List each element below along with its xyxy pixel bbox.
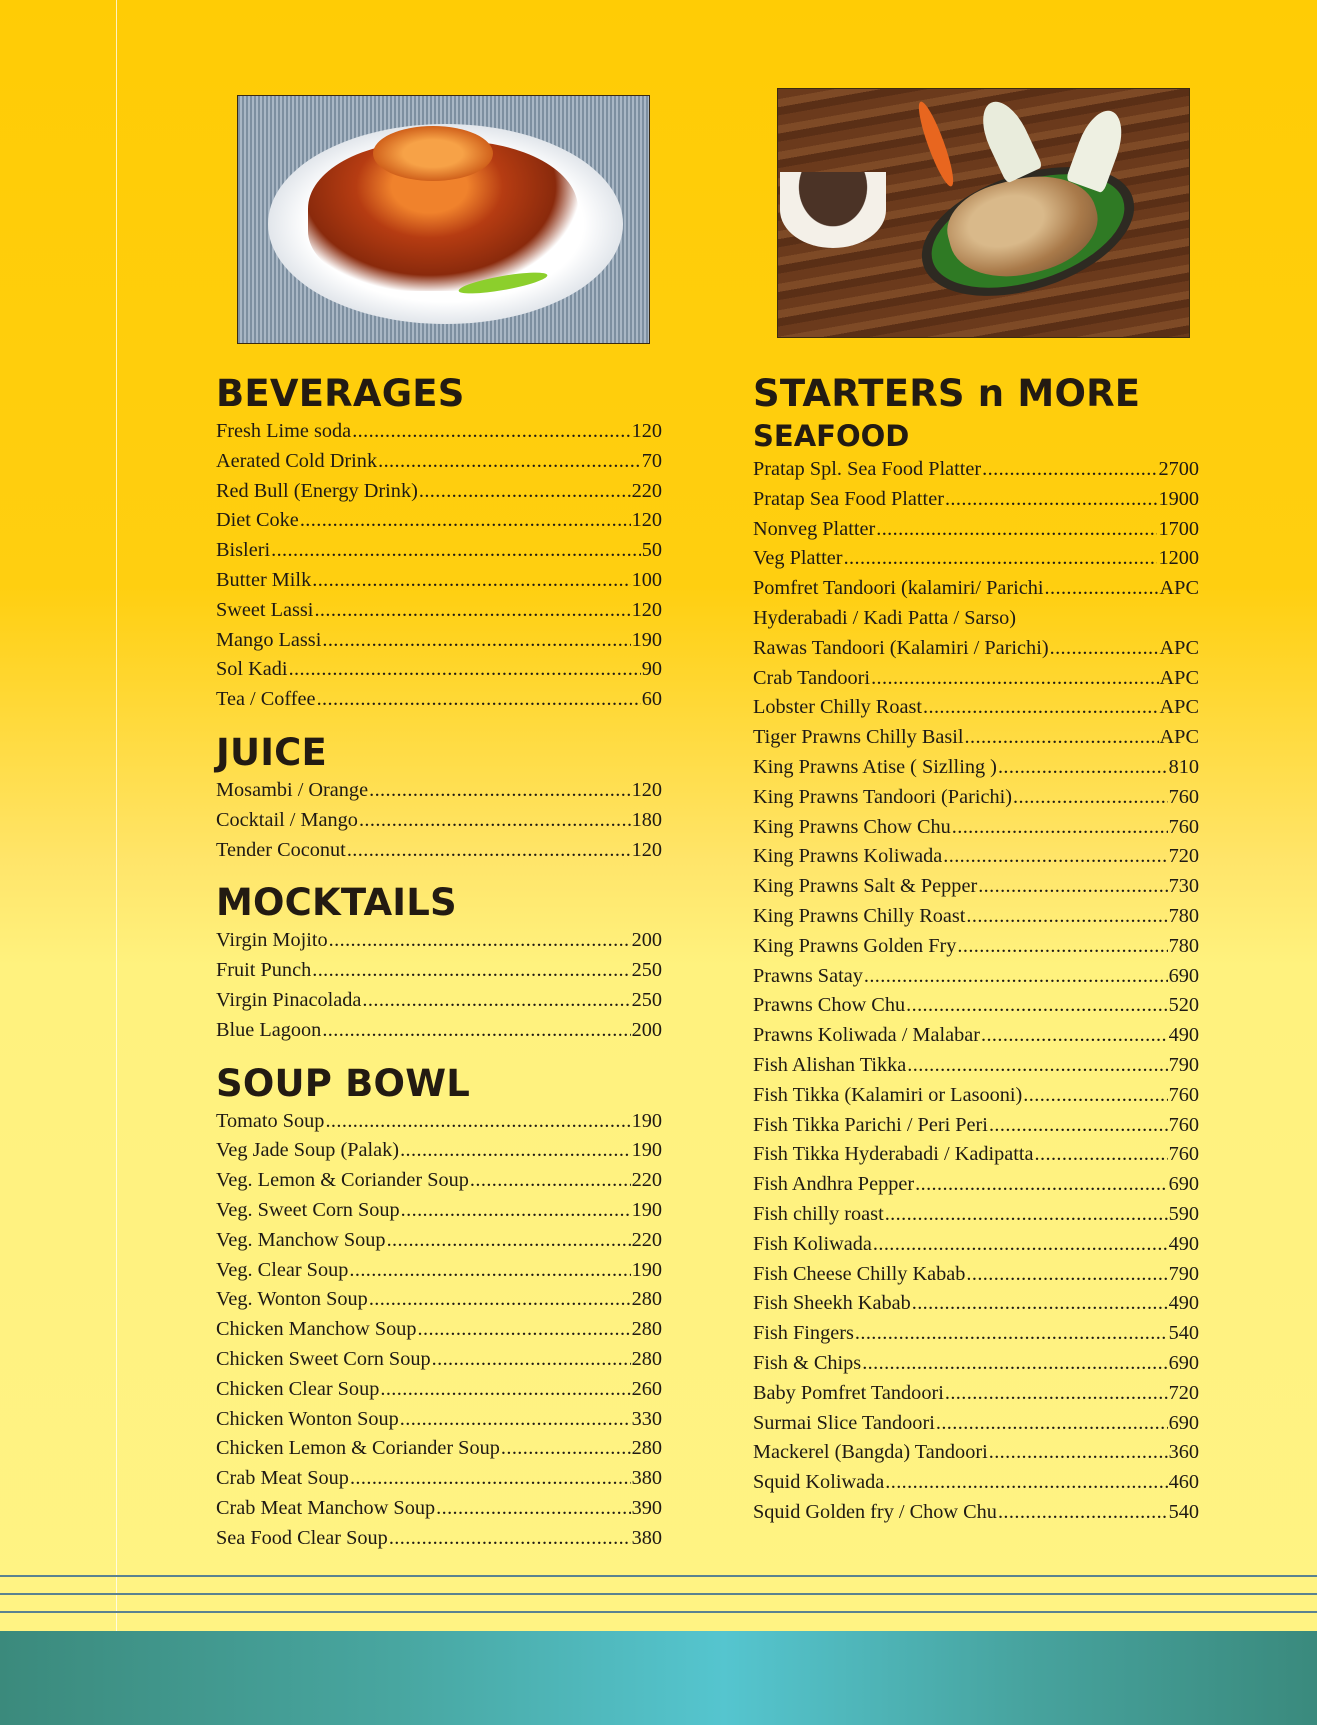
menu-item xyxy=(216,1285,662,1315)
menu-item xyxy=(216,417,662,447)
dot-leader xyxy=(322,626,630,656)
menu-item-name: Prawns Chow Chu xyxy=(753,994,906,1017)
menu-item-name: Veg. Lemon & Coriander Soup xyxy=(216,1169,469,1192)
menu-item xyxy=(753,1140,1199,1170)
dot-leader xyxy=(387,1226,631,1256)
menu-item xyxy=(753,932,1199,962)
menu-item-price: 1700 xyxy=(1158,517,1199,540)
menu-item-price: 280 xyxy=(631,1347,662,1370)
dot-leader xyxy=(957,932,1167,962)
menu-item xyxy=(216,1107,662,1137)
dot-leader xyxy=(400,1405,631,1435)
dot-leader xyxy=(362,986,630,1016)
menu-item xyxy=(216,1494,662,1524)
menu-item-name: Sol Kadi xyxy=(216,658,288,681)
menu-item-name: Fresh Lime soda xyxy=(216,420,352,442)
menu-item-price: 200 xyxy=(631,929,662,952)
menu-item-name: Chicken Manchow Soup xyxy=(216,1318,417,1341)
dot-leader xyxy=(432,1345,631,1375)
menu-item-price: APC xyxy=(1159,577,1199,600)
menu-item xyxy=(753,515,1199,545)
menu-item-name: Rawas Tandoori (Kalamiri / Parichi) xyxy=(753,636,1049,659)
menu-item-name: King Prawns Golden Fry xyxy=(753,934,957,957)
menu-item xyxy=(216,776,662,806)
menu-item-name: Pratap Sea Food Platter xyxy=(753,487,944,510)
menu-item-name: Butter Milk xyxy=(216,568,312,591)
dot-leader xyxy=(978,872,1167,902)
menu-item-price: 1900 xyxy=(1158,487,1199,510)
menu-item-price: 690 xyxy=(1168,1173,1199,1196)
dot-leader xyxy=(966,1260,1167,1290)
menu-item-name: Chicken Sweet Corn Soup xyxy=(216,1347,431,1370)
menu-item-name: Prawns Satay xyxy=(753,964,863,987)
menu-item xyxy=(216,596,662,626)
menu-item-name: Sweet Lassi xyxy=(216,598,314,621)
menu-item-price: 540 xyxy=(1168,1322,1199,1345)
menu-item-price: 120 xyxy=(631,509,662,532)
menu-item-price: APC xyxy=(1159,636,1199,659)
menu-item xyxy=(753,1468,1199,1498)
dot-leader xyxy=(923,693,1159,723)
soup-heading: SOUP BOWL xyxy=(216,1061,470,1105)
menu-item-name: Veg Jade Soup (Palak) xyxy=(216,1139,400,1162)
dot-leader xyxy=(419,477,631,507)
menu-item-name: Virgin Mojito xyxy=(216,929,328,952)
menu-item xyxy=(216,655,662,685)
menu-item-name: Squid Koliwada xyxy=(753,1471,885,1494)
dot-leader xyxy=(352,417,630,447)
menu-item-price: 200 xyxy=(631,1018,662,1041)
menu-item-price: 120 xyxy=(631,778,662,801)
menu-item xyxy=(753,664,1199,694)
menu-item-name: Fish Tikka (Kalamiri or Lasooni) xyxy=(753,1083,1023,1106)
menu-item xyxy=(753,693,1199,723)
menu-item-name: Mango Lassi xyxy=(216,628,322,651)
dot-leader xyxy=(380,1375,630,1405)
menu-item xyxy=(753,1438,1199,1468)
menu-item-price: 190 xyxy=(631,1198,662,1221)
menu-item-name: Mackerel (Bangda) Tandoori xyxy=(753,1441,988,1464)
menu-item xyxy=(216,447,662,477)
crab-dish-photo xyxy=(237,95,650,344)
dot-leader xyxy=(966,902,1167,932)
dot-leader xyxy=(378,447,641,477)
dot-leader xyxy=(982,455,1157,485)
menu-item-price: 280 xyxy=(631,1318,662,1341)
menu-item xyxy=(753,574,1199,604)
menu-item-price: 70 xyxy=(641,449,662,472)
menu-item xyxy=(216,1196,662,1226)
dot-leader xyxy=(965,723,1159,753)
dot-leader xyxy=(873,1230,1168,1260)
menu-item-name: Fish Cheese Chilly Kabab xyxy=(753,1262,966,1285)
menu-item xyxy=(753,1289,1199,1319)
menu-item-price: 720 xyxy=(1168,1381,1199,1404)
menu-item-price: 490 xyxy=(1168,1292,1199,1315)
menu-item xyxy=(216,1464,662,1494)
menu-item-price: 590 xyxy=(1168,1202,1199,1225)
dot-leader xyxy=(864,962,1168,992)
dot-leader xyxy=(1045,574,1159,604)
dot-leader xyxy=(844,544,1158,574)
menu-item-price: 760 xyxy=(1168,1083,1199,1106)
divider-stripe xyxy=(0,1611,1317,1613)
menu-item-price: 380 xyxy=(631,1526,662,1549)
menu-item-name: Blue Lagoon xyxy=(216,1018,322,1041)
menu-item xyxy=(216,1136,662,1166)
menu-item-name: Fish chilly roast xyxy=(753,1202,884,1225)
menu-item-price: 760 xyxy=(1168,1113,1199,1136)
menu-item-name: Fish Fingers xyxy=(753,1322,854,1345)
dot-leader xyxy=(389,1524,631,1554)
dot-leader xyxy=(855,1319,1168,1349)
menu-item xyxy=(216,956,662,986)
menu-item-price: 490 xyxy=(1168,1024,1199,1047)
menu-item-name: Diet Coke xyxy=(216,509,299,532)
menu-item-price: 540 xyxy=(1168,1500,1199,1523)
divider-stripe xyxy=(0,1593,1317,1595)
menu-item-name: Chicken Clear Soup xyxy=(216,1377,380,1400)
menu-item-name: Baby Pomfret Tandoori xyxy=(753,1381,944,1404)
menu-item xyxy=(216,536,662,566)
menu-item xyxy=(753,753,1199,783)
menu-item xyxy=(216,1315,662,1345)
menu-item-price: 180 xyxy=(631,808,662,831)
menu-item-price: 190 xyxy=(631,1109,662,1132)
menu-item-name: King Prawns Chow Chu xyxy=(753,815,951,838)
dot-leader xyxy=(401,1196,631,1226)
menu-item-price: 690 xyxy=(1168,1411,1199,1434)
menu-item xyxy=(753,1379,1199,1409)
menu-item xyxy=(753,1349,1199,1379)
dot-leader xyxy=(871,664,1158,694)
dot-leader xyxy=(470,1166,631,1196)
menu-item-name: Fish Andhra Pepper xyxy=(753,1173,915,1196)
menu-item-name: King Prawns Chilly Roast xyxy=(753,904,966,927)
menu-item xyxy=(216,1375,662,1405)
dot-leader xyxy=(885,1468,1167,1498)
dot-leader xyxy=(289,655,641,685)
dot-leader xyxy=(936,1409,1168,1439)
menu-item-price: 50 xyxy=(641,539,662,562)
menu-item xyxy=(753,872,1199,902)
seafood-subheading: SEAFOOD xyxy=(753,419,910,453)
menu-item xyxy=(216,1524,662,1554)
menu-item-price: 220 xyxy=(631,1228,662,1251)
dot-leader xyxy=(329,926,631,956)
menu-item-name: Tomato Soup xyxy=(216,1109,325,1132)
menu-item-name: Tea / Coffee xyxy=(216,688,316,711)
dot-leader xyxy=(312,566,630,596)
juice-list xyxy=(216,776,662,865)
dot-leader xyxy=(906,991,1167,1021)
dot-leader xyxy=(989,1111,1168,1141)
dot-leader xyxy=(300,506,631,536)
footer-band xyxy=(0,1631,1317,1725)
menu-item xyxy=(753,1021,1199,1051)
menu-item xyxy=(753,1170,1199,1200)
menu-item-price: 690 xyxy=(1168,1351,1199,1374)
dot-leader xyxy=(912,1289,1168,1319)
dot-leader xyxy=(322,1016,630,1046)
page-guide-line xyxy=(116,0,117,1725)
menu-item-name: Crab Meat Soup xyxy=(216,1467,349,1490)
menu-item xyxy=(753,723,1199,753)
menu-item xyxy=(753,1230,1199,1260)
menu-item-name: Fish & Chips xyxy=(753,1351,862,1374)
menu-item-name: King Prawns Atise ( Sizlling ) xyxy=(753,755,997,778)
menu-item xyxy=(216,926,662,956)
dot-leader xyxy=(350,1464,631,1494)
menu-item-price: 260 xyxy=(631,1377,662,1400)
dot-leader xyxy=(943,842,1167,872)
menu-item-price: APC xyxy=(1159,726,1199,749)
menu-item-name: Veg. Clear Soup xyxy=(216,1258,349,1281)
menu-item xyxy=(216,1434,662,1464)
menu-item-price: 520 xyxy=(1168,994,1199,1017)
menu-item-price: 380 xyxy=(631,1467,662,1490)
mocktails-heading: MOCKTAILS xyxy=(216,881,457,925)
dot-leader xyxy=(369,776,630,806)
menu-item xyxy=(753,962,1199,992)
menu-item-name: Lobster Chilly Roast xyxy=(753,696,923,719)
menu-item-price: 90 xyxy=(641,658,662,681)
dot-leader xyxy=(349,1256,630,1286)
menu-item-price: 280 xyxy=(631,1437,662,1460)
menu-item xyxy=(753,1051,1199,1081)
beverages-list xyxy=(216,417,662,715)
menu-item xyxy=(753,1111,1199,1141)
dot-leader xyxy=(1023,1081,1167,1111)
dot-leader xyxy=(1035,1140,1168,1170)
soup-list xyxy=(216,1107,662,1554)
pepper-bowl xyxy=(780,172,886,248)
dot-leader xyxy=(945,1379,1168,1409)
menu-item-price: 250 xyxy=(631,988,662,1011)
menu-item-name: King Prawns Salt & Pepper xyxy=(753,875,978,898)
menu-item-name: Sea Food Clear Soup xyxy=(216,1526,388,1549)
menu-item xyxy=(753,634,1199,664)
menu-item-price: 60 xyxy=(641,688,662,711)
carrot-garnish xyxy=(913,99,959,189)
menu-item-name: Veg. Sweet Corn Soup xyxy=(216,1198,400,1221)
menu-item-price: 190 xyxy=(631,1258,662,1281)
menu-item xyxy=(753,1409,1199,1439)
menu-item-price: 120 xyxy=(631,598,662,621)
dot-leader xyxy=(400,1136,631,1166)
dot-leader xyxy=(989,1438,1168,1468)
menu-item-price: APC xyxy=(1159,666,1199,689)
menu-item-price: 190 xyxy=(631,1139,662,1162)
dot-leader xyxy=(271,536,641,566)
menu-item xyxy=(753,783,1199,813)
menu-item-price: 330 xyxy=(631,1407,662,1430)
menu-item-name: Fish Koliwada xyxy=(753,1232,872,1255)
menu-item xyxy=(216,685,662,715)
menu-item-price: 360 xyxy=(1168,1441,1199,1464)
dot-leader xyxy=(314,596,630,626)
menu-item xyxy=(753,1200,1199,1230)
menu-item xyxy=(216,1226,662,1256)
menu-item-name: Crab Tandoori xyxy=(753,666,871,689)
menu-item-price: 220 xyxy=(631,1169,662,1192)
menu-item xyxy=(216,1256,662,1286)
menu-item-name: Crab Meat Manchow Soup xyxy=(216,1496,436,1519)
menu-item xyxy=(753,813,1199,843)
menu-item-name: Veg. Manchow Soup xyxy=(216,1228,386,1251)
menu-item-price: 100 xyxy=(631,568,662,591)
menu-item xyxy=(753,1498,1199,1528)
menu-item-name: Aerated Cold Drink xyxy=(216,449,378,472)
dot-leader xyxy=(359,806,631,836)
menu-item-price: 690 xyxy=(1168,964,1199,987)
menu-item-price: 780 xyxy=(1168,904,1199,927)
menu-item-name: Red Bull (Energy Drink) xyxy=(216,479,418,502)
menu-item-name: Tender Coconut xyxy=(216,838,346,861)
menu-item-price: 2700 xyxy=(1158,458,1199,480)
menu-item xyxy=(753,842,1199,872)
menu-item xyxy=(753,1260,1199,1290)
right-column xyxy=(753,370,1199,1528)
dot-leader xyxy=(1050,634,1159,664)
menu-item xyxy=(753,604,1199,634)
menu-item-name: King Prawns Koliwada xyxy=(753,845,943,868)
beverages-heading: BEVERAGES xyxy=(216,372,465,415)
menu-item-price: 390 xyxy=(631,1496,662,1519)
menu-item xyxy=(216,1166,662,1196)
menu-item-price: 780 xyxy=(1168,934,1199,957)
menu-item-name: Fruit Punch xyxy=(216,959,312,982)
mocktails-list xyxy=(216,926,662,1045)
dot-leader xyxy=(317,685,641,715)
menu-item xyxy=(216,566,662,596)
dot-leader xyxy=(501,1434,631,1464)
menu-item-price: 120 xyxy=(631,420,662,442)
menu-item-name: Fish Tikka Parichi / Peri Peri xyxy=(753,1113,988,1136)
menu-item-name: Fish Alishan Tikka xyxy=(753,1053,907,1076)
menu-item xyxy=(216,986,662,1016)
crab-shell xyxy=(373,126,493,181)
menu-item-name: Nonveg Platter xyxy=(753,517,876,540)
menu-item xyxy=(216,836,662,866)
dot-leader xyxy=(312,956,630,986)
menu-item-name: Cocktail / Mango xyxy=(216,808,358,831)
menu-item-price: 220 xyxy=(631,479,662,502)
dot-leader xyxy=(981,1021,1168,1051)
menu-item-price: 460 xyxy=(1168,1471,1199,1494)
menu-item-price: 1200 xyxy=(1158,547,1199,570)
menu-item-name: Virgin Pinacolada xyxy=(216,988,362,1011)
dot-leader xyxy=(1013,783,1168,813)
menu-item xyxy=(216,1016,662,1046)
dot-leader xyxy=(876,515,1157,545)
menu-item-price: 190 xyxy=(631,628,662,651)
menu-item-name: Squid Golden fry / Chow Chu xyxy=(753,1500,997,1523)
dot-leader xyxy=(862,1349,1167,1379)
menu-item-price: 720 xyxy=(1168,845,1199,868)
starters-list xyxy=(753,455,1199,1528)
left-column xyxy=(216,370,662,1554)
menu-item-name: Pomfret Tandoori (kalamiri/ Parichi xyxy=(753,577,1044,600)
menu-item-price: 120 xyxy=(631,838,662,861)
dot-leader xyxy=(418,1315,631,1345)
menu-item-price: 490 xyxy=(1168,1232,1199,1255)
menu-item xyxy=(216,1405,662,1435)
menu-item-price: 760 xyxy=(1168,785,1199,808)
dot-leader xyxy=(907,1051,1167,1081)
menu-item-name: Chicken Wonton Soup xyxy=(216,1407,399,1430)
menu-item-name: Mosambi / Orange xyxy=(216,778,369,801)
menu-item-name: Pratap Spl. Sea Food Platter xyxy=(753,458,982,480)
menu-item-name: Surmai Slice Tandoori xyxy=(753,1411,935,1434)
menu-item xyxy=(216,506,662,536)
dot-leader xyxy=(998,753,1168,783)
menu-item-name: Veg. Wonton Soup xyxy=(216,1288,368,1311)
menu-item-price: 810 xyxy=(1168,755,1199,778)
dot-leader xyxy=(347,836,631,866)
menu-item xyxy=(753,1319,1199,1349)
menu-item-name: Veg Platter xyxy=(753,547,843,570)
menu-item-name: Bisleri xyxy=(216,539,271,562)
dot-leader xyxy=(436,1494,630,1524)
dot-leader xyxy=(915,1170,1167,1200)
menu-item-name: Chicken Lemon & Coriander Soup xyxy=(216,1437,500,1460)
menu-item xyxy=(753,1081,1199,1111)
menu-item xyxy=(216,1345,662,1375)
menu-item xyxy=(216,477,662,507)
menu-item xyxy=(216,806,662,836)
menu-item-price: 790 xyxy=(1168,1053,1199,1076)
menu-item xyxy=(753,485,1199,515)
dot-leader xyxy=(945,485,1157,515)
menu-item-name: Fish Tikka Hyderabadi / Kadipatta xyxy=(753,1143,1034,1166)
menu-item-name: King Prawns Tandoori (Parichi) xyxy=(753,785,1013,808)
dot-leader xyxy=(885,1200,1168,1230)
menu-item-price: 280 xyxy=(631,1288,662,1311)
starters-heading: STARTERS n MORE xyxy=(753,372,1141,415)
menu-item-name: Fish Sheekh Kabab xyxy=(753,1292,911,1315)
menu-item-price: 790 xyxy=(1168,1262,1199,1285)
juice-heading: JUICE xyxy=(216,730,328,774)
menu-item-price: APC xyxy=(1159,696,1199,719)
menu-item xyxy=(216,626,662,656)
dot-leader xyxy=(998,1498,1168,1528)
menu-item-name: Prawns Koliwada / Malabar xyxy=(753,1024,980,1047)
menu-item xyxy=(753,902,1199,932)
menu-item-name: Hyderabadi / Kadi Patta / Sarso) xyxy=(753,606,1017,629)
menu-item-name: Tiger Prawns Chilly Basil xyxy=(753,726,964,749)
dot-leader xyxy=(952,813,1168,843)
menu-item xyxy=(753,544,1199,574)
menu-item xyxy=(753,991,1199,1021)
divider-stripe xyxy=(0,1575,1317,1577)
garnish-left xyxy=(973,94,1043,183)
menu-item-price: 760 xyxy=(1168,815,1199,838)
menu-item xyxy=(753,455,1199,485)
menu-item-price: 760 xyxy=(1168,1143,1199,1166)
dot-leader xyxy=(369,1285,631,1315)
fish-dish-photo xyxy=(777,88,1190,338)
menu-item-price: 250 xyxy=(631,959,662,982)
menu-item-price: 730 xyxy=(1168,875,1199,898)
dot-leader xyxy=(325,1107,630,1137)
